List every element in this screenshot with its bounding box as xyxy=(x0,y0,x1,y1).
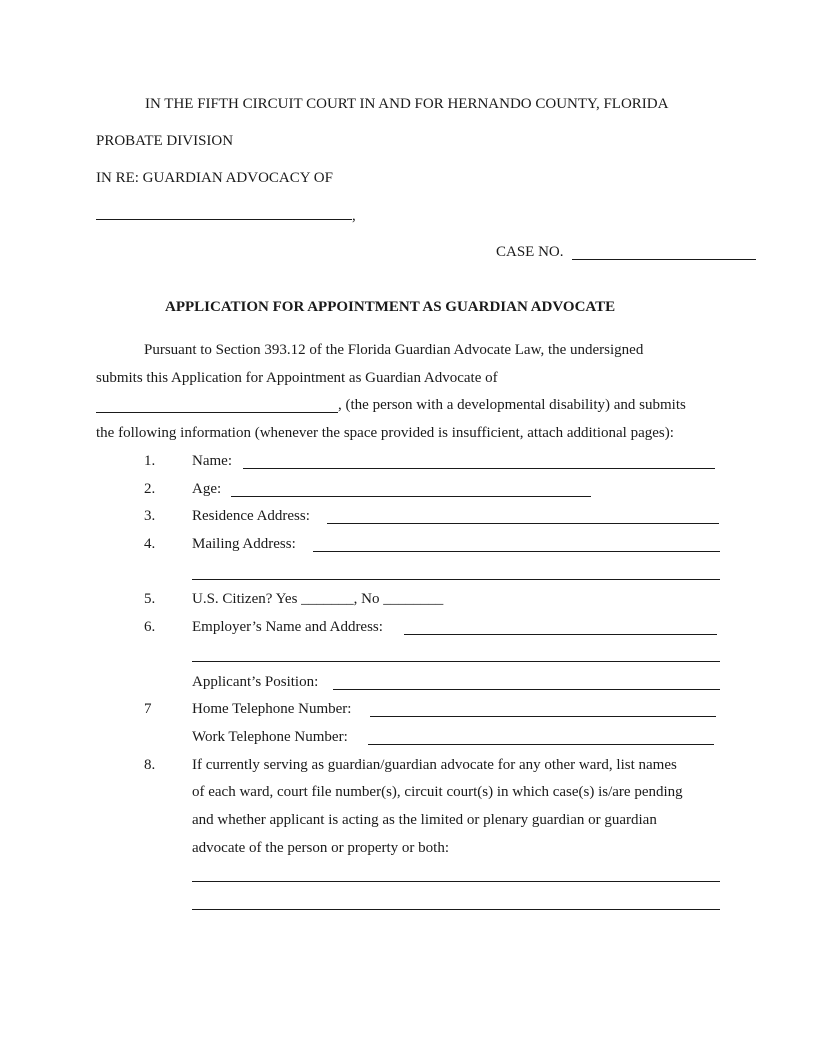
item-number-6: 6. xyxy=(144,619,156,635)
ward-question-line-4: advocate of the person or property or both: xyxy=(192,840,449,856)
mailing-address-field-2[interactable] xyxy=(192,579,720,580)
ward-question-line-1: If currently serving as guardian/guardian advocate for any other ward, list names xyxy=(192,757,677,773)
age-field[interactable] xyxy=(231,496,591,497)
position-label: Applicant’s Position: xyxy=(192,674,319,690)
residence-address-label: Residence Address: xyxy=(192,508,310,524)
case-no-field[interactable] xyxy=(572,259,756,260)
name-field[interactable] xyxy=(243,468,715,469)
intro-line-3: , (the person with a developmental disability) and submits xyxy=(338,397,686,413)
item-number-8: 8. xyxy=(144,757,156,773)
age-label: Age: xyxy=(192,481,222,497)
in-re-heading: IN RE: GUARDIAN ADVOCACY OF xyxy=(96,170,333,186)
person-name-field[interactable] xyxy=(96,412,338,413)
employer-field-2[interactable] xyxy=(192,661,720,662)
form-title: APPLICATION FOR APPOINTMENT AS GUARDIAN ADVOCATE xyxy=(165,299,616,315)
item-number-2: 2. xyxy=(144,481,156,497)
mailing-address-label: Mailing Address: xyxy=(192,536,296,552)
other-wards-field[interactable] xyxy=(192,881,720,882)
ward-question-line-3: and whether applicant is acting as the limited or plenary guardian or guardian xyxy=(192,812,657,828)
intro-line-4: the following information (whenever the space provided is insufficient, attach additional pages): xyxy=(96,425,674,441)
ward-name-field[interactable] xyxy=(96,219,352,220)
court-heading: IN THE FIFTH CIRCUIT COURT IN AND FOR HERNANDO COUNTY, FLORIDA xyxy=(145,96,669,112)
position-field[interactable] xyxy=(333,689,720,690)
division-heading: PROBATE DIVISION xyxy=(96,133,234,149)
work-phone-field[interactable] xyxy=(368,744,714,745)
intro-line-1: Pursuant to Section 393.12 of the Florida Guardian Advocate Law, the undersigned xyxy=(144,342,644,358)
item-number-3: 3. xyxy=(144,508,156,524)
employer-label: Employer’s Name and Address: xyxy=(192,619,383,635)
home-phone-label: Home Telephone Number: xyxy=(192,701,352,717)
other-wards-field-2[interactable] xyxy=(192,909,720,910)
employer-field[interactable] xyxy=(404,634,717,635)
residence-address-field[interactable] xyxy=(327,523,719,524)
ward-question-line-2: of each ward, court file number(s), circuit court(s) in which case(s) is/are pending xyxy=(192,784,683,800)
intro-line-2: submits this Application for Appointment as Guardian Advocate of xyxy=(96,370,498,386)
mailing-address-field[interactable] xyxy=(313,551,720,552)
item-number-5: 5. xyxy=(144,591,156,607)
item-number-7: 7 xyxy=(144,701,152,717)
item-number-4: 4. xyxy=(144,536,156,552)
name-label: Name: xyxy=(192,453,232,469)
work-phone-label: Work Telephone Number: xyxy=(192,729,348,745)
home-phone-field[interactable] xyxy=(370,716,716,717)
item-number-1: 1. xyxy=(144,453,156,469)
citizen-question: U.S. Citizen? Yes _______, No ________ xyxy=(192,591,444,607)
case-no-label: CASE NO. xyxy=(496,244,564,260)
ward-name-comma: , xyxy=(352,208,356,224)
